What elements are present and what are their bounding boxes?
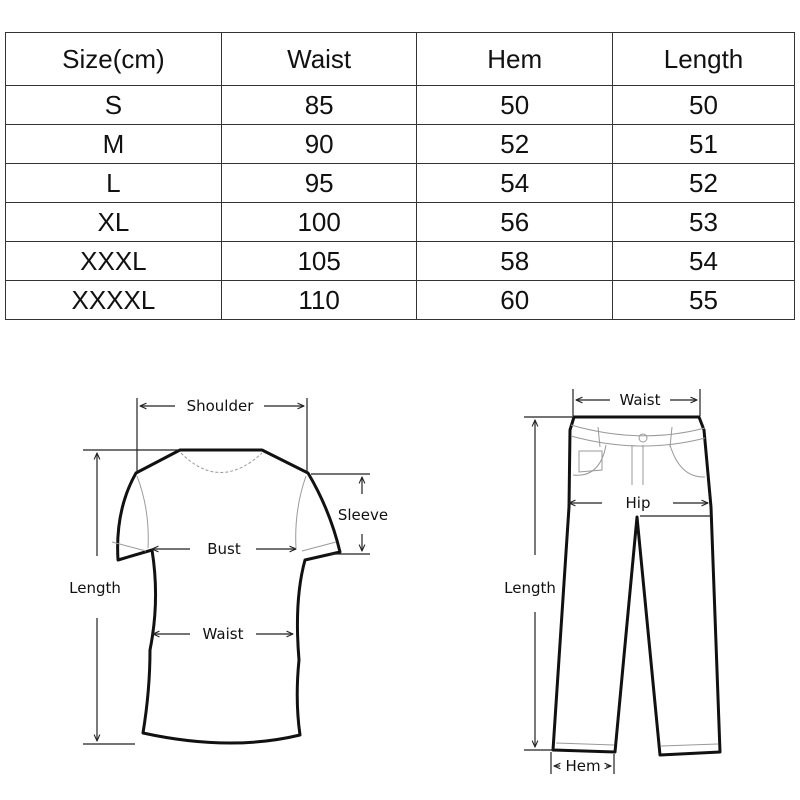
cell-hem: 60 [417,281,613,320]
cell-length: 54 [613,242,795,281]
cell-length: 52 [613,164,795,203]
cell-size: L [6,164,222,203]
pants-diagram [504,389,720,775]
cell-waist: 95 [221,164,417,203]
cell-size: M [6,125,222,164]
cell-length: 50 [613,86,795,125]
header-size: Size(cm) [6,33,222,86]
hem-label: Hem [565,757,601,775]
pants-outline-icon [553,417,720,755]
cell-waist: 85 [221,86,417,125]
tshirt-diagram [69,397,388,744]
sleeve-label: Sleeve [337,506,389,524]
cell-waist: 90 [221,125,417,164]
cell-hem: 54 [417,164,613,203]
cell-hem: 58 [417,242,613,281]
pants-length-label: Length [504,579,556,597]
cell-hem: 52 [417,125,613,164]
shoulder-label: Shoulder [186,397,254,415]
cell-length: 51 [613,125,795,164]
cell-waist: 100 [221,203,417,242]
cell-hem: 56 [417,203,613,242]
cell-waist: 110 [221,281,417,320]
cell-size: XXXXL [6,281,222,320]
cell-length: 53 [613,203,795,242]
cell-size: XL [6,203,222,242]
header-waist: Waist [221,33,417,86]
hip-label: Hip [625,494,651,512]
cell-length: 55 [613,281,795,320]
cell-size: S [6,86,222,125]
pants-waist-label: Waist [619,391,661,409]
cell-waist: 105 [221,242,417,281]
length-label: Length [69,579,121,597]
cell-size: XXXL [6,242,222,281]
cell-hem: 50 [417,86,613,125]
bust-label: Bust [207,540,241,558]
header-length: Length [613,33,795,86]
waist-label: Waist [202,625,244,643]
header-hem: Hem [417,33,613,86]
tshirt-outline-icon [118,450,340,743]
